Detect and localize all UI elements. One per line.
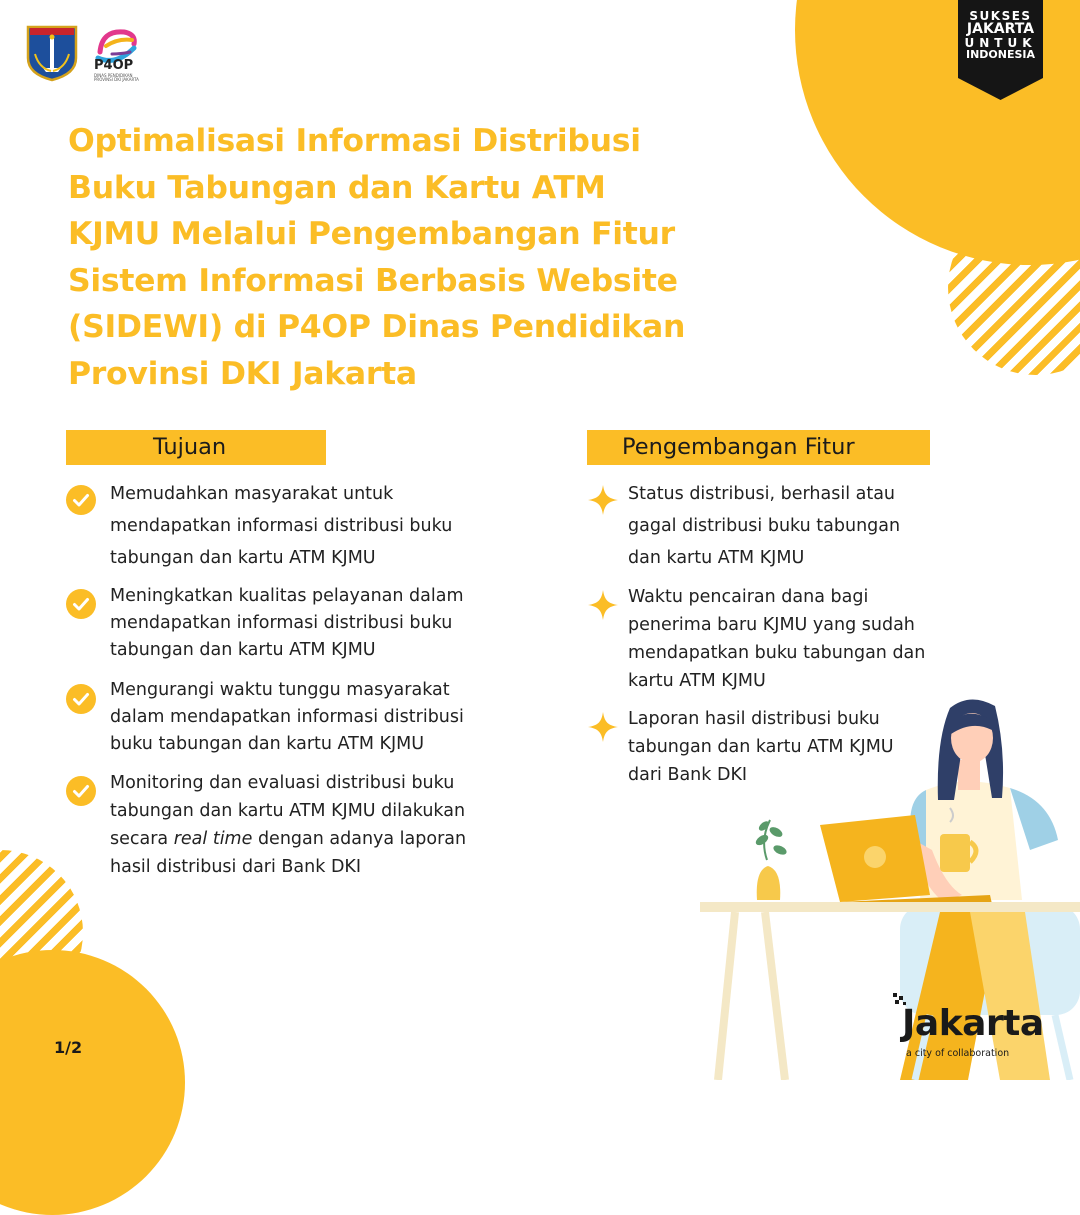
jaya-raya-emblem-logo: [25, 24, 79, 82]
item-line: gagal distribusi buku tabungan: [628, 516, 901, 536]
list-item: [110, 769, 466, 881]
title-line: Sistem Informasi Berbasis Website: [68, 262, 678, 299]
check-circle-icon: [66, 776, 96, 806]
item-line: Monitoring dan evaluasi distribusi buku: [110, 773, 455, 793]
item-line: mendapatkan informasi distribusi buku: [110, 516, 453, 536]
list-item: [110, 478, 452, 574]
p4op-logo-subtitle: DINAS PENDIDIKAN PROVINSI DKI JAKARTA: [94, 73, 139, 83]
page-title: [68, 118, 768, 397]
item-line: secara: [110, 829, 174, 849]
title-line: Provinsi DKI Jakarta: [68, 355, 417, 392]
item-line: Memudahkan masyarakat untuk: [110, 484, 394, 504]
sparkle-icon: [588, 712, 618, 742]
item-line: tabungan dan kartu ATM KJMU dilakukan: [110, 801, 466, 821]
sparkle-icon: [588, 485, 618, 515]
title-line: KJMU Melalui Pengembangan Fitur: [68, 216, 675, 252]
item-line: Laporan hasil distribusi buku: [628, 709, 880, 729]
title-line: (SIDEWI) di P4OP Dinas Pendidikan: [68, 309, 686, 345]
page-number: 1/2: [54, 1038, 83, 1057]
item-emphasis: real time: [173, 829, 253, 849]
badge-text: [958, 10, 1043, 60]
p4op-logo-label: P4OP: [94, 58, 134, 73]
tujuan-heading-bar: [66, 430, 326, 465]
item-line: dan kartu ATM KJMU: [628, 548, 805, 568]
item-line: penerima baru KJMU yang sudah: [628, 615, 915, 635]
badge-line-1: SUKSES: [969, 9, 1032, 23]
fitur-heading: Pengembangan Fitur: [622, 434, 855, 460]
badge-line-4: INDONESIA: [965, 47, 1036, 61]
item-line: hasil distribusi dari Bank DKI: [110, 857, 362, 877]
item-line: Meningkatkan kualitas pelayanan dalam: [110, 586, 464, 606]
list-item: [628, 478, 900, 574]
tujuan-heading: Tujuan: [153, 434, 227, 460]
item-line: mendapatkan buku tabungan dan: [628, 643, 926, 663]
item-line: kartu ATM KJMU: [628, 671, 766, 691]
item-line: mendapatkan informasi distribusi buku: [110, 613, 453, 633]
check-circle-icon: [66, 684, 96, 714]
check-circle-icon: [66, 485, 96, 515]
item-line: dalam mendapatkan informasi distribusi: [110, 707, 464, 727]
item-line: Mengurangi waktu tunggu masyarakat: [110, 680, 450, 700]
badge-line-2: JAKARTA: [966, 21, 1035, 38]
item-line: tabungan dan kartu ATM KJMU: [110, 548, 376, 568]
list-item: [110, 583, 464, 664]
title-line: Buku Tabungan dan Kartu ATM: [68, 169, 606, 206]
badge-line-3: UNTUK: [964, 35, 1037, 50]
list-item: [628, 583, 925, 695]
jakarta-tagline: a city of collaboration: [906, 1048, 1010, 1059]
item-line: dari Bank DKI: [628, 765, 748, 785]
jakarta-brand-logo: Jakarta: [902, 1003, 1044, 1044]
item-line: Waktu pencairan dana bagi: [628, 587, 869, 607]
item-line: dengan adanya laporan: [252, 829, 467, 849]
item-line: buku tabungan dan kartu ATM KJMU: [110, 734, 425, 754]
check-circle-icon: [66, 589, 96, 619]
sparkle-icon: [588, 590, 618, 620]
item-line: Status distribusi, berhasil atau: [628, 484, 896, 504]
fitur-heading-bar: [587, 430, 930, 465]
list-item: [110, 677, 464, 758]
title-line: Optimalisasi Informasi Distribusi: [68, 123, 641, 159]
item-line: tabungan dan kartu ATM KJMU: [628, 737, 894, 757]
decor-circle-bottom-left: [0, 950, 185, 1215]
item-line: tabungan dan kartu ATM KJMU: [110, 640, 376, 660]
